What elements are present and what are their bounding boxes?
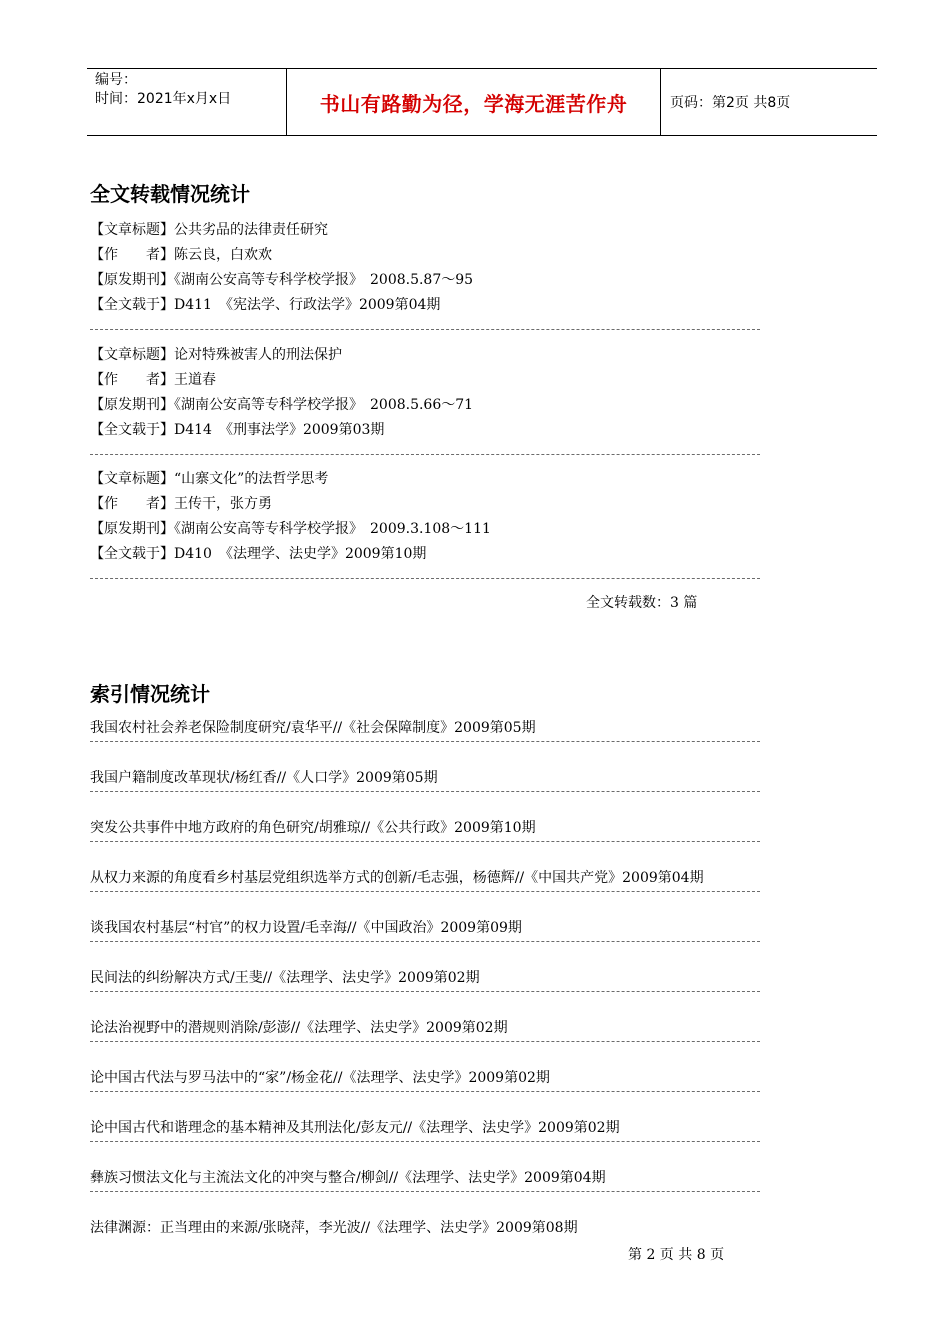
index-item-text: 论中国古代法与罗马法中的“家”/杨金花//《法理学、法史学》2009第02期 <box>90 1070 550 1086</box>
divider <box>90 1041 760 1053</box>
article-source: 【原发期刊】《湖南公安高等专科学校学报》 2009.3.108～111 <box>90 521 491 537</box>
index-item-text: 谈我国农村基层“村官”的权力设置/毛幸海//《中国政治》2009第09期 <box>90 920 522 936</box>
reprint-article-3 <box>90 467 770 590</box>
index-item <box>90 1066 810 1116</box>
article-author: 【作 者】陈云良，白欢欢 <box>90 247 272 263</box>
index-item-text: 我国户籍制度改革现状/杨红香//《人口学》2009第05期 <box>90 770 438 786</box>
reprint-total: 全文转载数：3 篇 <box>586 595 698 611</box>
index-item-text: 我国农村社会养老保险制度研究/袁华平//《社会保障制度》2009第05期 <box>90 720 536 736</box>
divider <box>90 841 760 853</box>
index-item <box>90 916 810 966</box>
divider <box>90 1091 760 1103</box>
article-reprint: 【全文载于】D410 《法理学、法史学》2009第10期 <box>90 546 427 562</box>
page-footer: 第 2 页 共 8 页 <box>628 1247 725 1263</box>
index-item <box>90 1016 810 1066</box>
article-source: 【原发期刊】《湖南公安高等专科学校学报》 2008.5.66～71 <box>90 397 474 413</box>
reprint-section-title: 全文转载情况统计 <box>90 182 250 206</box>
article-reprint: 【全文载于】D414 《刑事法学》2009第03期 <box>90 422 385 438</box>
index-item <box>90 1216 810 1241</box>
index-item-text: 彝族习惯法文化与主流法文化的冲突与整合/柳剑//《法理学、法史学》2009第04期 <box>90 1170 606 1186</box>
index-item <box>90 966 810 1016</box>
index-section-title: 索引情况统计 <box>90 682 210 706</box>
index-item-text: 突发公共事件中地方政府的角色研究/胡雅琼//《公共行政》2009第10期 <box>90 820 536 836</box>
divider <box>90 941 760 953</box>
reprint-article-1 <box>90 218 770 341</box>
divider <box>90 578 760 590</box>
article-author: 【作 者】王道春 <box>90 372 216 388</box>
divider <box>90 891 760 903</box>
article-reprint: 【全文载于】D411 《宪法学、行政法学》2009第04期 <box>90 297 441 313</box>
index-item-text: 民间法的纠纷解决方式/王斐//《法理学、法史学》2009第02期 <box>90 970 480 986</box>
index-item-text: 法律渊源：正当理由的来源/张晓萍，李光波//《法理学、法史学》2009第08期 <box>90 1220 578 1236</box>
index-item <box>90 766 810 816</box>
index-item <box>90 1166 810 1216</box>
article-title: 【文章标题】论对特殊被害人的刑法保护 <box>90 347 342 363</box>
index-list <box>90 716 810 1241</box>
index-item-text: 从权力来源的角度看乡村基层党组织选举方式的创新/毛志强，杨德辉//《中国共产党》2009第04期 <box>90 870 704 886</box>
index-item <box>90 716 810 766</box>
article-title: 【文章标题】“山寨文化”的法哲学思考 <box>90 471 329 487</box>
index-item <box>90 866 810 916</box>
page-header <box>87 68 877 136</box>
divider <box>90 1191 760 1203</box>
divider <box>90 741 760 753</box>
article-title: 【文章标题】公共劣品的法律责任研究 <box>90 222 328 238</box>
header-meta <box>87 69 287 135</box>
header-motto: 书山有路勤为径，学海无涯苦作舟 <box>287 69 661 135</box>
divider <box>90 454 760 466</box>
index-item <box>90 816 810 866</box>
article-source: 【原发期刊】《湖南公安高等专科学校学报》 2008.5.87～95 <box>90 272 474 288</box>
header-page-label: 页码：第2页 共8页 <box>670 95 791 111</box>
doc-number-label: 编号： <box>95 72 137 88</box>
divider <box>90 991 760 1003</box>
index-item-text: 论法治视野中的潜规则消除/彭澎//《法理学、法史学》2009第02期 <box>90 1020 508 1036</box>
index-item <box>90 1116 810 1166</box>
index-item-text: 论中国古代和谐理念的基本精神及其刑法化/彭友元//《法理学、法史学》2009第02期 <box>90 1120 620 1136</box>
doc-date-label: 时间：2021年x月x日 <box>95 91 232 107</box>
article-author: 【作 者】王传干，张方勇 <box>90 496 272 512</box>
divider <box>90 791 760 803</box>
divider <box>90 1141 760 1153</box>
divider <box>90 329 760 341</box>
reprint-article-2 <box>90 343 770 466</box>
